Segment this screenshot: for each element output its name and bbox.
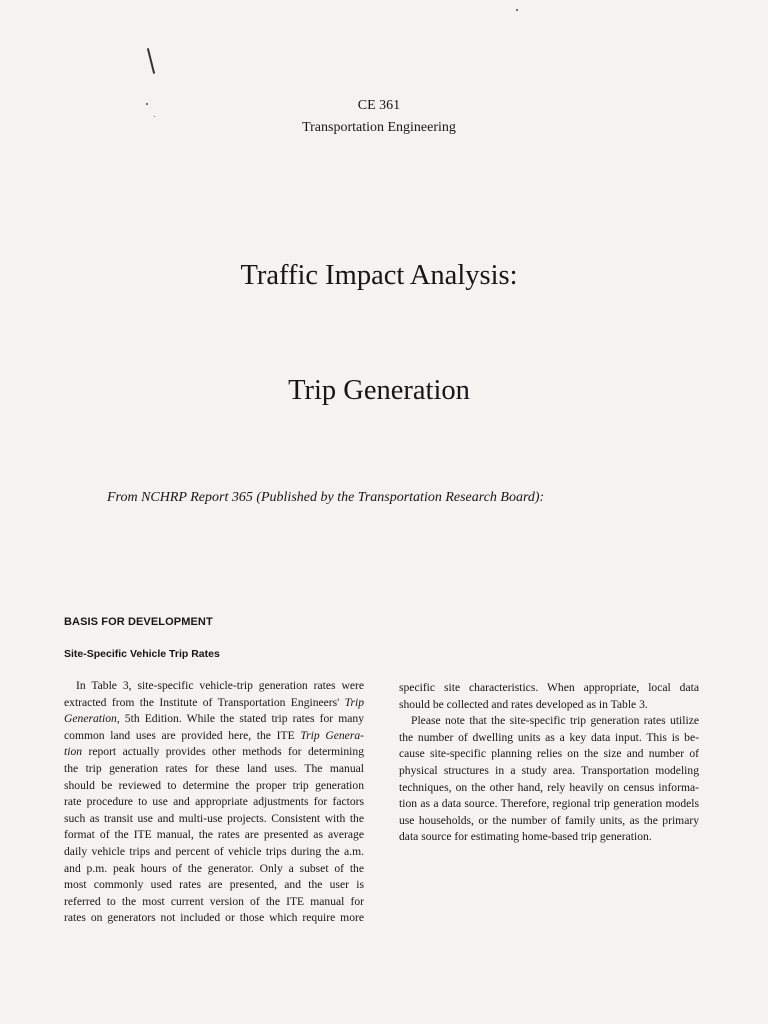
text-line: common land uses are provided here, the ITE Trip Genera- bbox=[64, 728, 364, 742]
text-line: and p.m. peak hours of the generator. Only a subset of the bbox=[64, 861, 364, 875]
source-citation: From NCHRP Report 365 (Published by the Transportation Research Board): bbox=[107, 490, 545, 505]
text-line: such as transit use and multi-use projects. Consistent with the bbox=[64, 811, 364, 825]
text-line: the number of dwelling units as a key data input. This is be- bbox=[399, 730, 699, 744]
text-line: should be collected and rates developed as in Table 3. bbox=[399, 697, 648, 711]
document-subtitle: Trip Generation bbox=[288, 375, 470, 406]
text-line: extracted from the Institute of Transportation Engineers' Trip bbox=[64, 695, 364, 709]
text-line: Generation, 5th Edition. While the stated trip rates for many bbox=[64, 712, 364, 726]
document-title: Traffic Impact Analysis: bbox=[240, 260, 518, 291]
text-line: format of the ITE manual, the rates are presented as average bbox=[64, 828, 364, 842]
text-line: techniques, on the other hand, rely heavily on census informa- bbox=[399, 780, 699, 794]
body-column-left bbox=[64, 678, 364, 927]
subsection-heading: Site-Specific Vehicle Trip Rates bbox=[64, 648, 220, 660]
text-line: cause site-specific planning relies on the size and number of bbox=[399, 747, 699, 761]
text-line: In Table 3, site-specific vehicle-trip generation rates were bbox=[76, 679, 364, 692]
section-heading: BASIS FOR DEVELOPMENT bbox=[64, 616, 213, 628]
course-name: Transportation Engineering bbox=[302, 120, 456, 135]
scan-speck bbox=[154, 116, 155, 117]
text-line: referred to the most current version of the ITE manual for bbox=[64, 894, 364, 908]
text-line: use households, or the number of family units, as the primary bbox=[399, 813, 699, 827]
scan-speck bbox=[516, 9, 518, 11]
text-line: rate procedure to use and appropriate adjustments for factors bbox=[64, 795, 364, 809]
text-line: specific site characteristics. When appropriate, local data bbox=[399, 681, 699, 694]
text-line: daily vehicle trips and percent of vehicle trips during the a.m. bbox=[64, 844, 364, 858]
text-line: Please note that the site-specific trip generation rates utilize bbox=[411, 714, 699, 728]
text-line: physical structures in a study area. Transportation modeling bbox=[399, 763, 699, 777]
text-line: most commonly used rates are presented, and the user is bbox=[64, 878, 364, 892]
text-line: data source for estimating home-based trip generation. bbox=[399, 830, 652, 844]
text-line: tion as a data source. Therefore, regional trip generation models bbox=[399, 797, 699, 811]
text-line: the trip generation rates for these land uses. The manual bbox=[64, 761, 364, 775]
text-line: tion report actually provides other methods for determining bbox=[64, 745, 364, 759]
course-code: CE 361 bbox=[357, 98, 401, 113]
text-line: rates on generators not included or those which require more bbox=[64, 911, 364, 925]
text-line: should be reviewed to determine the proper trip generation bbox=[64, 778, 364, 792]
scan-pen-mark bbox=[147, 48, 155, 74]
body-column-right bbox=[399, 680, 699, 846]
